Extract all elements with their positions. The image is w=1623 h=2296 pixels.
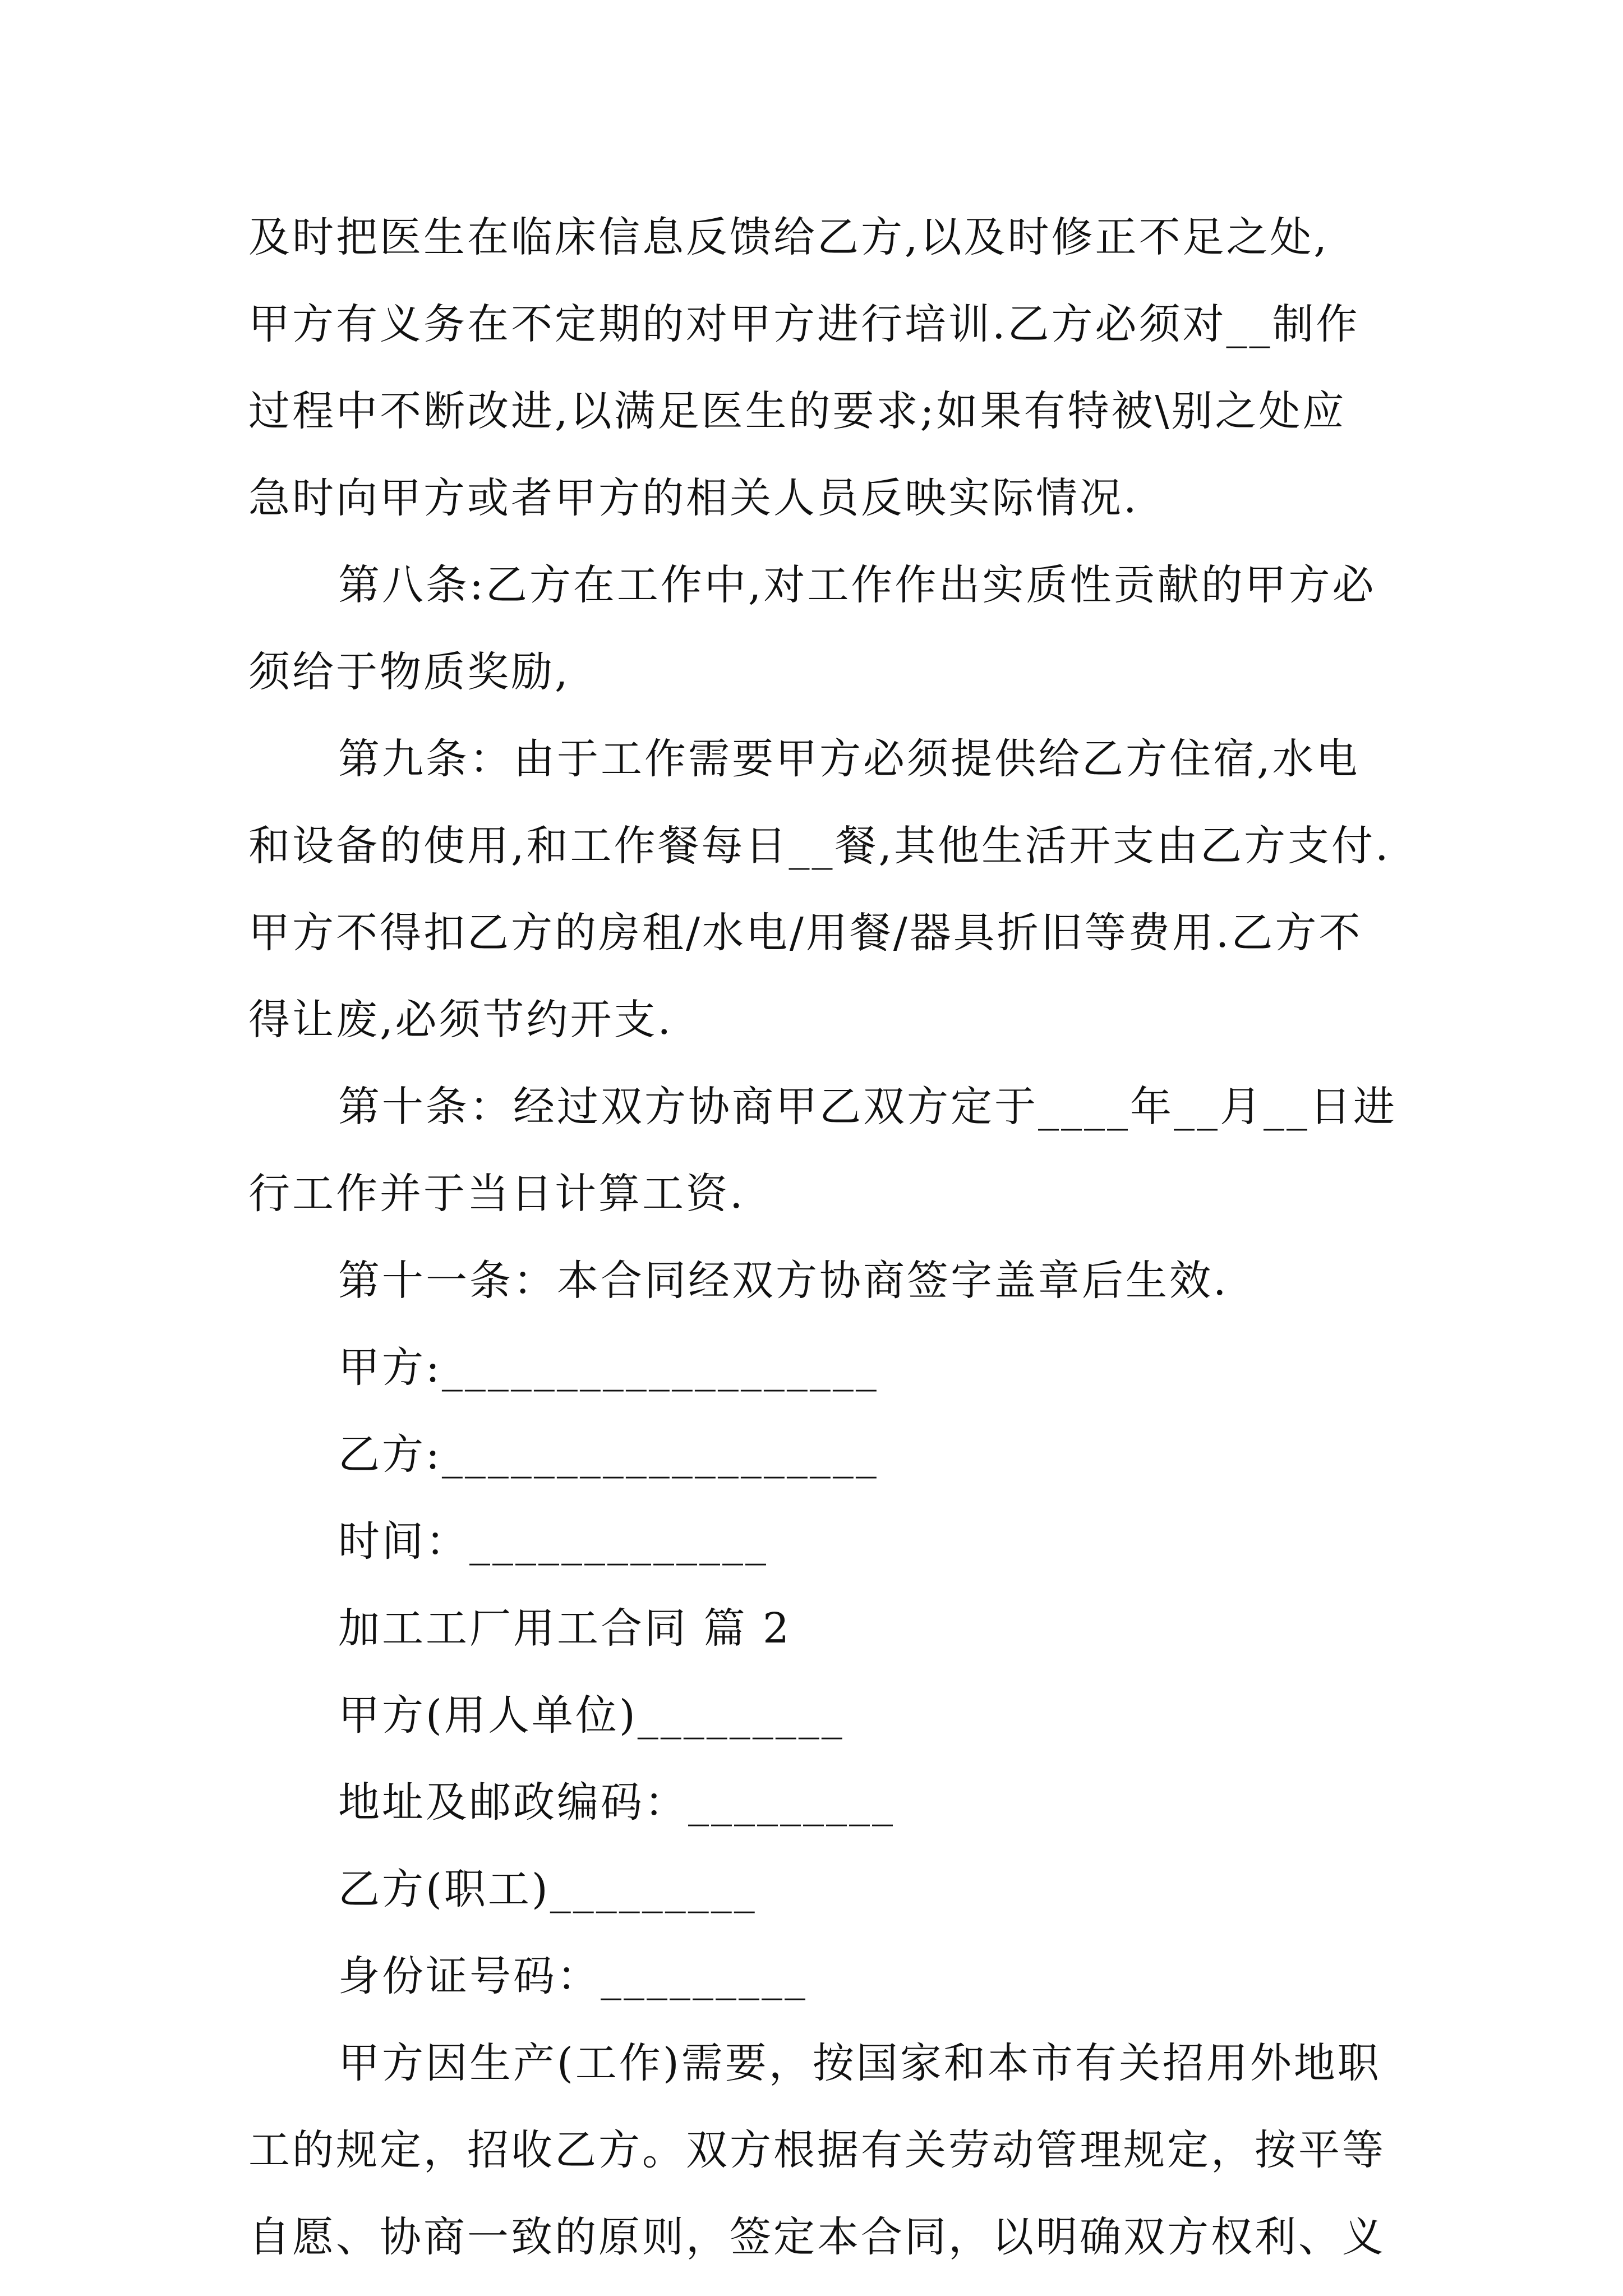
article-9-heading-line: 第九条：由于工作需要甲方必须提供给乙方住宿,水电 (338, 735, 1360, 783)
paragraph-line: 和设备的使用,和工作餐每日__餐,其他生活开支由乙方支付. (248, 822, 1391, 870)
paragraph-line: 及时把医生在临床信息反馈给乙方,以及时修正不足之处, (248, 213, 1330, 261)
paragraph-line: 自愿、协商一致的原则，签定本合同，以明确双方权利、义 (248, 2213, 1386, 2261)
article-8-heading-line: 第八条:乙方在工作中,对工作作出实质性贡献的甲方必 (338, 561, 1376, 609)
paragraph-line: 急时向甲方或者甲方的相关人员反映实际情况. (248, 474, 1139, 522)
party-a-signature-line: 甲方:___________________ (338, 1343, 879, 1392)
section-title: 加工工厂用工合同 篇 2 (338, 1604, 792, 1653)
paragraph-line: 工的规定，招收乙方。双方根据有关劳动管理规定，按平等 (248, 2126, 1386, 2174)
paragraph-line: 甲方不得扣乙方的房租/水电/用餐/器具折旧等费用.乙方不 (248, 909, 1363, 957)
employee-field-line: 乙方(职工)_________ (338, 1865, 757, 1913)
article-11-line: 第十一条：本合同经双方协商签字盖章后生效. (338, 1257, 1229, 1305)
paragraph-line: 得让废,必须节约开支. (248, 996, 674, 1044)
date-signature-line: 时间：_____________ (338, 1517, 768, 1566)
paragraph-line: 行工作并于当日计算工资. (248, 1170, 745, 1218)
article-10-heading-line: 第十条：经过双方协商甲乙双方定于____年__月__日进 (338, 1083, 1397, 1131)
id-number-field-line: 身份证号码：_________ (338, 1952, 808, 2000)
address-field-line: 地址及邮政编码：_________ (338, 1778, 895, 1826)
paragraph-line: 甲方有义务在不定期的对甲方进行培训.乙方必须对__制作 (248, 300, 1360, 348)
employer-field-line: 甲方(用人单位)_________ (338, 1691, 845, 1740)
paragraph-line: 过程中不断改进,以满足医生的要求;如果有特被\别之处应 (248, 387, 1347, 435)
paragraph-line: 须给于物质奖励, (248, 648, 570, 696)
party-b-signature-line: 乙方:___________________ (338, 1430, 879, 1479)
paragraph-line: 甲方因生产(工作)需要，按国家和本市有关招用外地职 (338, 2039, 1381, 2087)
